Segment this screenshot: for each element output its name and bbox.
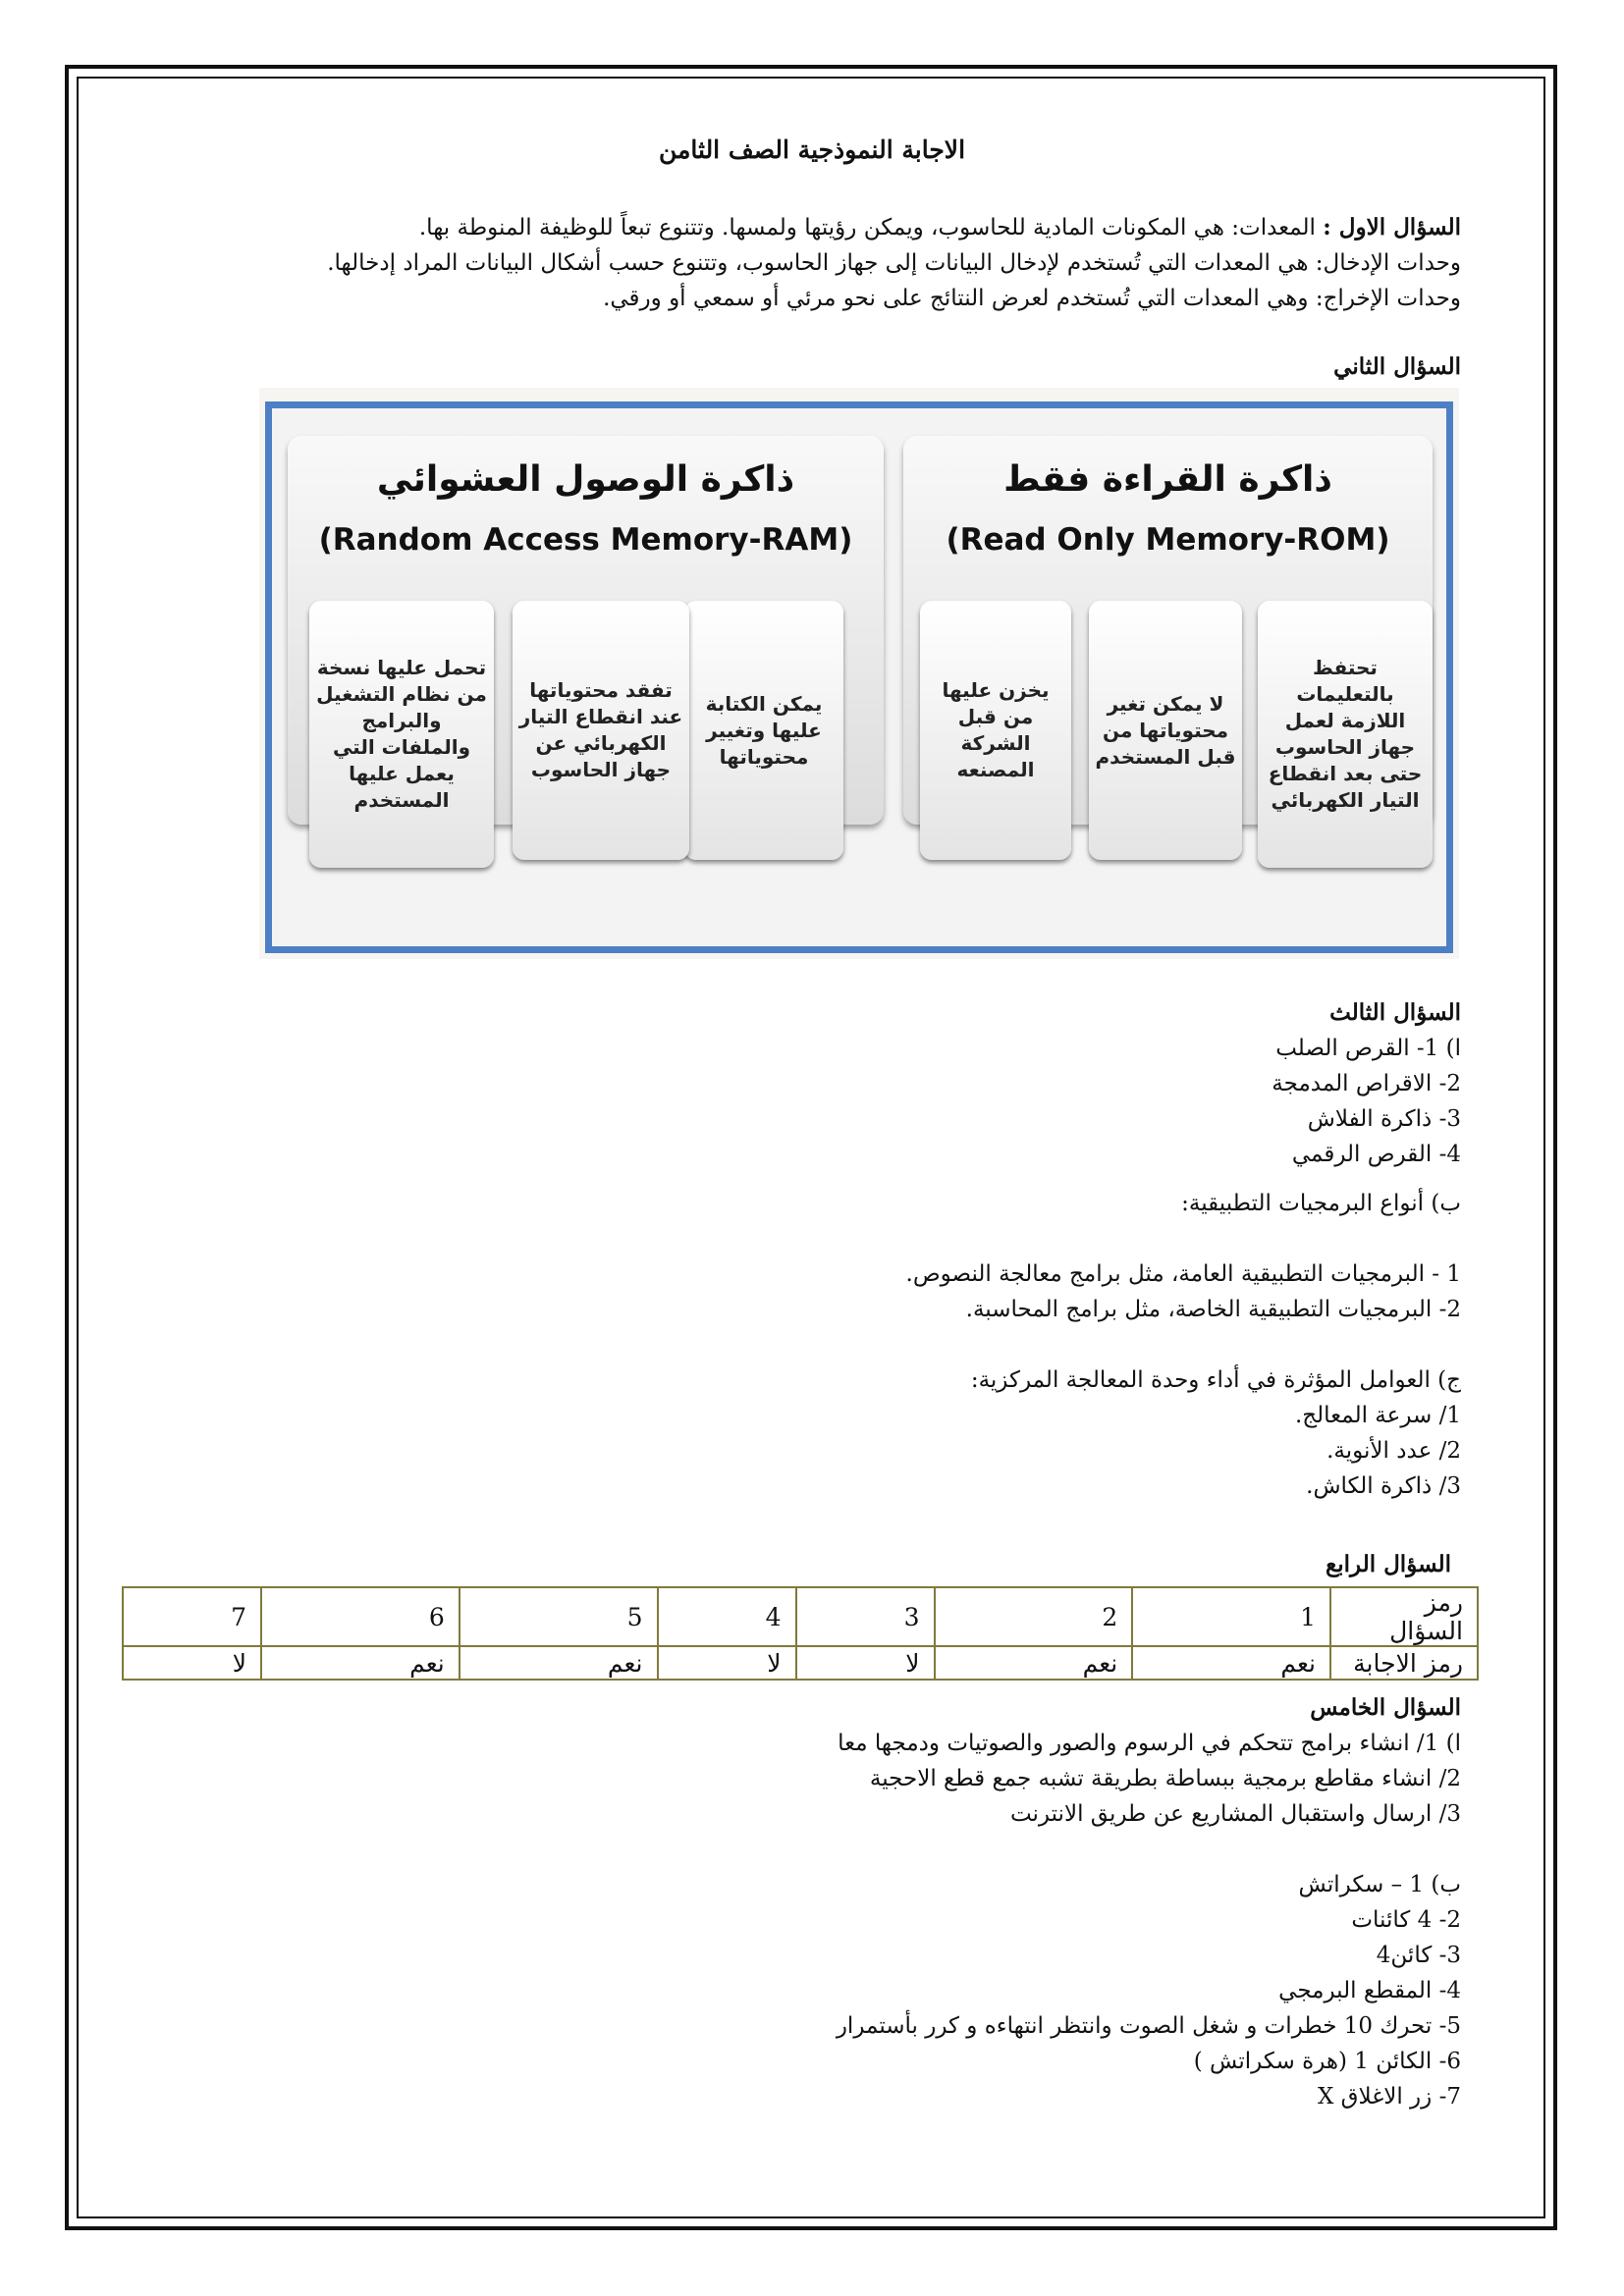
question-5-a-item-3: 3/ ارسال واستقبال المشاريع عن طريق الانترنت bbox=[1009, 1801, 1461, 1827]
rom-card-2: لا يمكن تغير محتوياتها من قبل المستخدم bbox=[1089, 601, 1242, 860]
question-1-label: السؤال الاول : bbox=[1323, 214, 1461, 240]
question-5-b-item-7: 7- زر الاغلاق X bbox=[1317, 2084, 1461, 2109]
ram-card-1: يمكن الكتابة عليها وتغيير محتوياتها bbox=[684, 601, 843, 860]
question-5-label: السؤال الخامس bbox=[1310, 1694, 1461, 1721]
ram-card-3: تحمل عليها نسخة من نظام التشغيل والبرامج والملفات التي يعمل عليها المستخدم bbox=[309, 601, 494, 868]
table-row bbox=[123, 1587, 1478, 1646]
table-cell: 2 bbox=[935, 1587, 1133, 1646]
ram-card-2: تفقد محتوياتها عند انقطاع التيار الكهربائي عن جهاز الحاسوب bbox=[513, 601, 689, 860]
question-5-b-item-1: ب) 1 – سكراتش bbox=[1298, 1872, 1461, 1897]
table-cell: 5 bbox=[460, 1587, 658, 1646]
question-3-b-item-2: 2- البرمجيات التطبيقية الخاصة، مثل برامج المحاسبة. bbox=[965, 1297, 1461, 1322]
question-1-line-1: المعدات: هي المكونات المادية للحاسوب، ويمكن رؤيتها ولمسها. وتتنوع تبعاً للوظيفة المنوطة بها. bbox=[418, 215, 1316, 240]
question-3-c-item-3: 3/ ذاكرة الكاش. bbox=[1306, 1473, 1461, 1499]
memory-diagram-frame bbox=[265, 401, 1453, 953]
table-cell: لا bbox=[796, 1646, 935, 1680]
question-3-c-item-1: 1/ سرعة المعالج. bbox=[1295, 1403, 1461, 1428]
table-cell: لا bbox=[123, 1646, 261, 1680]
question-5-b-item-4: 4- المقطع البرمجي bbox=[1278, 1978, 1461, 2003]
table-cell: لا bbox=[658, 1646, 796, 1680]
question-1-line-2: وحدات الإدخال: هي المعدات التي تُستخدم لإدخال البيانات إلى جهاز الحاسوب، وتتنوع حسب أشكال البيانات المراد إدخالها. bbox=[327, 250, 1461, 276]
ram-subtitle: (Random Access Memory-RAM) bbox=[318, 522, 853, 558]
table-cell: نعم bbox=[1132, 1646, 1330, 1680]
question-1-line-3: وحدات الإخراج: وهي المعدات التي تُستخدم لعرض النتائج على نحو مرئي أو سمعي أو ورقي. bbox=[603, 286, 1461, 311]
question-3-label: السؤال الثالث bbox=[1329, 999, 1461, 1026]
table-cell: نعم bbox=[261, 1646, 460, 1680]
page-title: الاجابة النموذجية الصف الثامن bbox=[658, 135, 966, 164]
question-2-label: السؤال الثاني bbox=[1333, 353, 1461, 380]
ram-title: ذاكرة الوصول العشوائي bbox=[376, 459, 795, 500]
question-3 bbox=[906, 995, 1461, 1504]
table-cell: 6 bbox=[261, 1587, 460, 1646]
question-3-a-item-3: 3- ذاكرة الفلاش bbox=[1307, 1106, 1461, 1132]
question-5-a-item-2: 2/ انشاء مقاطع برمجية ببساطة بطريقة تشبه جمع قطع الاحجية bbox=[869, 1766, 1461, 1791]
table-cell: 4 bbox=[658, 1587, 796, 1646]
question-4-label: السؤال الرابع bbox=[1325, 1551, 1451, 1577]
question-5 bbox=[837, 1690, 1461, 2114]
question-3-c-item-2: 2/ عدد الأنوية. bbox=[1326, 1438, 1461, 1464]
question-3-a-item-1: ا) 1- القرص الصلب bbox=[1275, 1036, 1461, 1061]
rom-card-1: تحتفظ بالتعليمات اللازمة لعمل جهاز الحاسوب حتى بعد انقطاع التيار الكهربائي bbox=[1258, 601, 1433, 868]
table-cell: 3 bbox=[796, 1587, 935, 1646]
question-3-a-item-4: 4- القرص الرقمي bbox=[1291, 1142, 1461, 1167]
row-label-answer: رمز الاجابة bbox=[1330, 1646, 1478, 1680]
rom-card-3: يخزن عليها من قبل الشركة المصنعه bbox=[920, 601, 1071, 860]
question-3-b-item-1: 1 - البرمجيات التطبيقية العامة، مثل برامج معالجة النصوص. bbox=[905, 1261, 1461, 1287]
table-row bbox=[123, 1646, 1478, 1680]
question-3-a-item-2: 2- الاقراص المدمجة bbox=[1272, 1071, 1461, 1096]
table-cell: 1 bbox=[1132, 1587, 1330, 1646]
table-cell: 7 bbox=[123, 1587, 261, 1646]
question-5-b-item-5: 5- تحرك 10 خطرات و شغل الصوت وانتظر انتهاءه و كرر بأستمرار bbox=[836, 2013, 1461, 2039]
rom-subtitle: (Read Only Memory-ROM) bbox=[946, 522, 1390, 558]
question-5-b-item-2: 2- 4 كائنات bbox=[1351, 1907, 1461, 1933]
memory-diagram bbox=[259, 388, 1459, 959]
question-5-b-item-3: 3- كائن4 bbox=[1376, 1943, 1461, 1968]
question-5-b-item-6: 6- الكائن 1 (هرة سكراتش ) bbox=[1193, 2049, 1461, 2074]
question-3-b-title: ب) أنواع البرمجيات التطبيقية: bbox=[1181, 1191, 1461, 1216]
table-cell: نعم bbox=[935, 1646, 1133, 1680]
rom-title: ذاكرة القراءة فقط bbox=[1003, 459, 1332, 500]
answers-table bbox=[122, 1586, 1479, 1681]
question-1 bbox=[327, 210, 1461, 316]
table-cell: نعم bbox=[460, 1646, 658, 1680]
row-label-question: رمز السؤال bbox=[1330, 1587, 1478, 1646]
question-3-c-title: ج) العوامل المؤثرة في أداء وحدة المعالجة المركزية: bbox=[970, 1367, 1461, 1393]
question-5-a-item-1: ا) 1/ انشاء برامج تتحكم في الرسوم والصور والصوتيات ودمجها معا bbox=[838, 1731, 1461, 1756]
